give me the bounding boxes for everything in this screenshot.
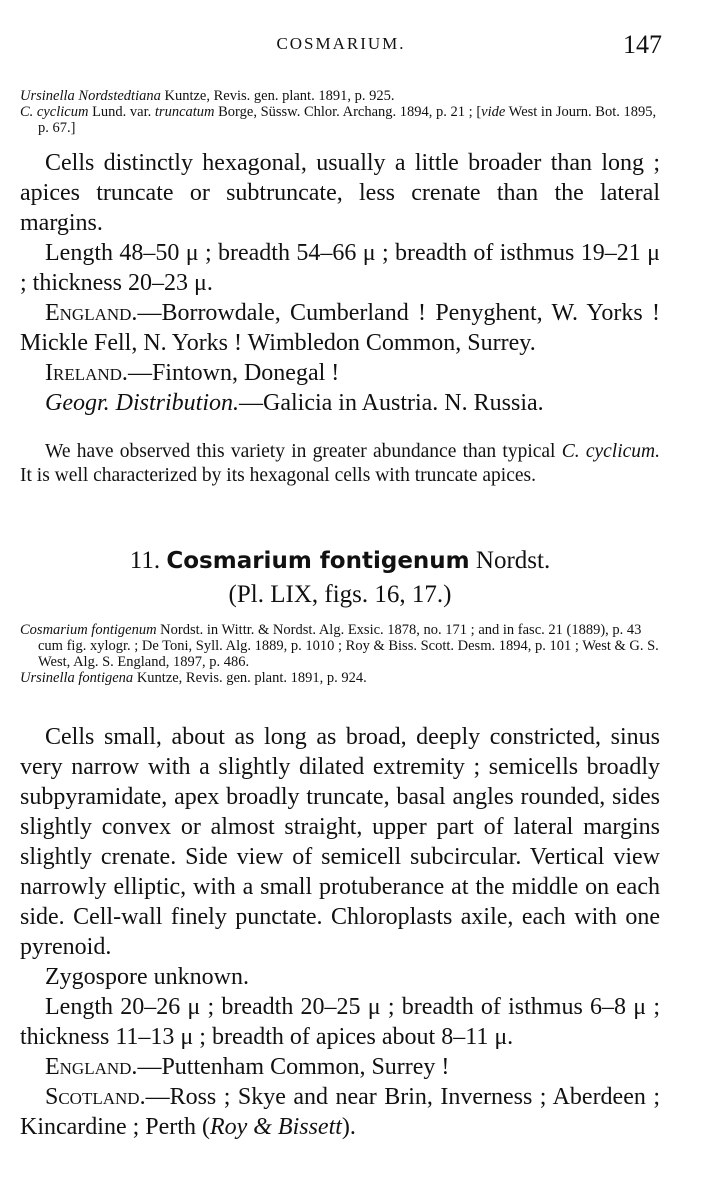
taxon-name: C. cyclicum. (561, 441, 661, 462)
description-paragraph: Cells small, about as long as broad, deeply constricted, sinus very narrow with a slightly dilated extremity ; semicells broadly subpyramidate, apex broadly truncate, basal angles rounded, sides slightly convex or almost straight, upper part of lateral margins slightly crenate. Side view of semicell subcircular. Vertical view narrowly elliptic, with a small protuberance at the middle on each side. Cell-wall finely punctate. Chloroplasts axile, each with one pyrenoid. (20, 724, 660, 960)
synonym-line (20, 88, 660, 104)
locality-scotland (20, 1082, 660, 1142)
collector-names: Roy & Bissett (209, 1114, 342, 1140)
locality-text: —Puttenham Common, Surrey ! (137, 1054, 450, 1080)
zygospore-paragraph: Zygospore unknown. (45, 964, 249, 990)
note-text: It is well characterized by its hexagonal cells with truncate apices. (20, 465, 536, 486)
variety-note (20, 440, 660, 488)
locality-text: ). (341, 1114, 356, 1140)
taxon-name: Cosmarium fontigenum (20, 622, 157, 638)
taxon-name: Ursinella Nordstedtiana (20, 88, 161, 104)
citation: Kuntze, Revis. gen. plant. 1891, p. 924. (133, 670, 367, 686)
species-description (20, 722, 660, 1142)
locality-text: —Ross ; Skye and near Brin, Inverness ; Aberdeen ; Kincardine ; Perth ( (20, 1084, 660, 1140)
page-number: 147 (623, 30, 662, 59)
taxon-name: C. cyclicum (20, 104, 89, 120)
species-number: 11. (129, 547, 161, 574)
locality-text: —Fintown, Donegal ! (127, 360, 340, 386)
region-label: England. (45, 300, 138, 326)
synonym-line (20, 104, 660, 136)
locality-text: —Galicia in Austria. N. Russia. (239, 390, 544, 416)
note-paragraph (20, 440, 660, 488)
citation: Lund. var. (88, 104, 155, 120)
species-author: Nordst. (475, 547, 551, 574)
synonym-line (20, 670, 660, 686)
note-text: We have observed this variety in greater abundance than typical (45, 441, 562, 462)
dimensions-paragraph: Length 48–50 μ ; breadth 54–66 μ ; breadth of isthmus 19–21 μ ; thickness 20–23 μ. (20, 240, 660, 296)
species-title (20, 544, 660, 578)
variety-synonymy (20, 88, 660, 136)
region-label: Scotland. (45, 1084, 146, 1110)
citation: Borge, Süssw. Chlor. Archang. 1894, p. 21 ; [ (214, 104, 482, 120)
variety-name: truncatum (154, 104, 215, 120)
vide-word: vide (481, 104, 506, 120)
citation: Nordst. in Wittr. & Nordst. Alg. Exsic. 1878, no. 171 ; and in fasc. 21 (1889), p. 43 cum fig. xylogr. ; De Toni, Syll. Alg. 1889, p. 1010 ; Roy & Biss. Scott. Desm. 1894, p. 101 ; West & G. S. West, Alg. S. England, 1897, p. 486. (38, 622, 659, 670)
synonym-line (20, 622, 660, 670)
variety-description (20, 148, 660, 418)
geographic-distribution (20, 388, 660, 418)
species-heading (20, 544, 660, 612)
region-label: Geogr. Distribution. (45, 390, 240, 416)
species-synonymy (20, 622, 660, 686)
region-label: Ireland. (45, 360, 128, 386)
locality-text: —Borrowdale, Cumberland ! Penyghent, W. Yorks ! Mickle Fell, N. Yorks ! Wimbledon Common, Surrey. (20, 300, 660, 356)
region-label: England. (45, 1054, 138, 1080)
plate-reference: (Pl. LIX, figs. 16, 17.) (228, 581, 452, 608)
locality-england (20, 298, 660, 358)
taxon-name: Ursinella fontigena (20, 670, 134, 686)
locality-england (20, 1052, 660, 1082)
running-head-title: COSMARIUM. (276, 34, 406, 53)
locality-ireland (20, 358, 660, 388)
species-name: Cosmarium fontigenum (166, 548, 470, 574)
running-head (20, 30, 662, 60)
citation: Kuntze, Revis. gen. plant. 1891, p. 925. (160, 88, 395, 104)
description-paragraph: Cells distinctly hexagonal, usually a little broader than long ; apices truncate or subtruncate, less crenate than the lateral margins. (20, 150, 660, 236)
citation: West in Journ. Bot. 1895, p. 67.] (38, 104, 657, 136)
dimensions-paragraph: Length 20–26 μ ; breadth 20–25 μ ; breadth of isthmus 6–8 μ ; thickness 11–13 μ ; breadth of apices about 8–11 μ. (20, 994, 660, 1050)
